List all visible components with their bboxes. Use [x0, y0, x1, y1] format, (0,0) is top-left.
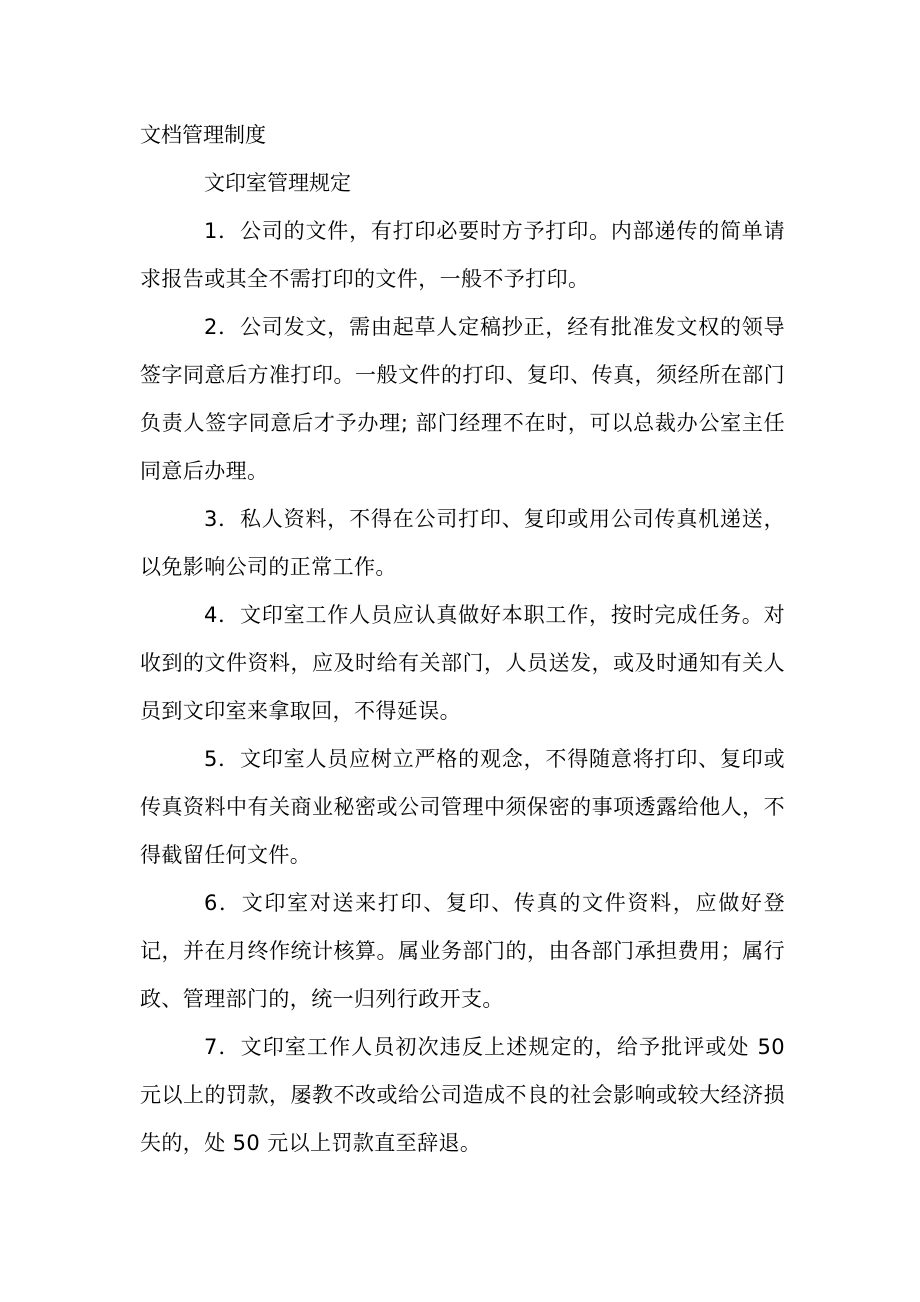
document-page — [140, 111, 785, 1167]
rule-paragraph-7: 7．文印室工作人员初次违反上述规定的，给予批评或处 50 元以上的罚款，屡教不改或给公司造成不良的社会影响或较大经济损失的，处 50 元以上罚款直至辞退。 — [140, 1035, 785, 1155]
rule-paragraph-6: 6．文印室对送来打印、复印、传真的文件资料，应做好登记，并在月终作统计核算。属业务部门的，由各部门承担费用；属行政、管理部门的，统一归列行政开支。 — [140, 891, 785, 1011]
document-subtitle: 文印室管理规定 — [204, 171, 351, 195]
rule-paragraph-5: 5．文印室人员应树立严格的观念，不得随意将打印、复印或传真资料中有关商业秘密或公司管理中须保密的事项透露给他人，不得截留任何文件。 — [140, 747, 785, 867]
rule-paragraph-1: 1．公司的文件，有打印必要时方予打印。内部递传的简单请求报告或其全不需打印的文件，一般不予打印。 — [140, 219, 785, 291]
rule-paragraph-4: 4．文印室工作人员应认真做好本职工作，按时完成任务。对收到的文件资料，应及时给有关部门，人员送发，或及时通知有关人员到文印室来拿取回，不得延误。 — [140, 603, 785, 723]
rule-paragraph-2: 2．公司发文，需由起草人定稿抄正，经有批准发文权的领导签字同意后方准打印。一般文件的打印、复印、传真，须经所在部门负责人签字同意后才予办理; 部门经理不在时，可以总裁办公室主任同意后办理。 — [140, 315, 785, 483]
rule-paragraph-3: 3．私人资料，不得在公司打印、复印或用公司传真机递送，以免影响公司的正常工作。 — [140, 507, 785, 579]
document-title: 文档管理制度 — [140, 123, 266, 147]
